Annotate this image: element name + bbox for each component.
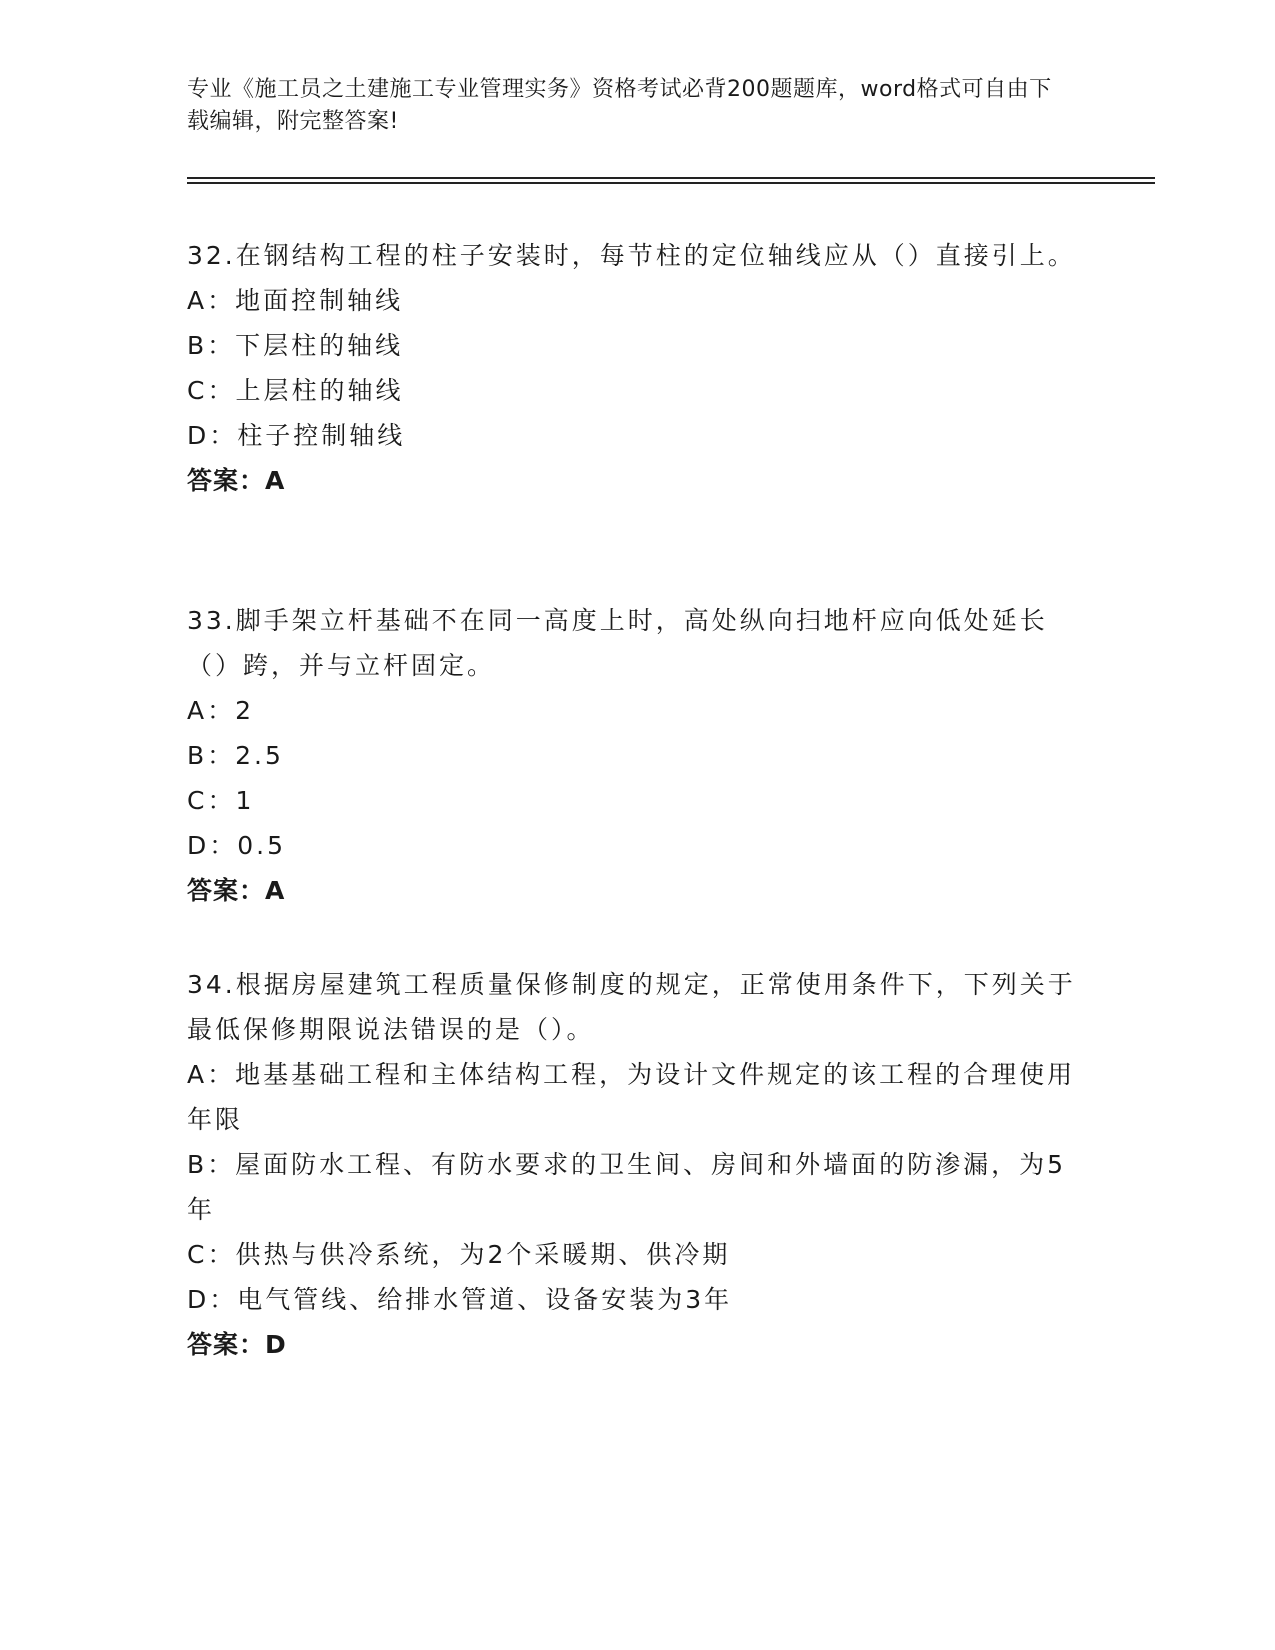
option-b: B：下层柱的轴线	[187, 331, 404, 360]
option-c: C：上层柱的轴线	[187, 376, 404, 405]
answer: 答案：A	[187, 876, 286, 905]
question-34	[187, 962, 1077, 1367]
option-a: A：2	[187, 696, 255, 725]
question-33	[187, 598, 1077, 913]
question-32	[187, 233, 1077, 503]
option-b: B：屋面防水工程、有防水要求的卫生间、房间和外墙面的防渗漏，为5年	[187, 1150, 1067, 1224]
option-c: C：供热与供冷系统，为2个采暖期、供冷期	[187, 1240, 731, 1269]
question-stem: 33.脚手架立杆基础不在同一高度上时，高处纵向扫地杆应向低处延长（）跨，并与立杆固定。	[187, 606, 1048, 680]
answer: 答案：D	[187, 1330, 287, 1359]
option-c: C：1	[187, 786, 255, 815]
option-b: B：2.5	[187, 741, 284, 770]
option-d: D：电气管线、给排水管道、设备安装为3年	[187, 1285, 733, 1314]
option-a: A：地基基础工程和主体结构工程，为设计文件规定的该工程的合理使用年限	[187, 1060, 1076, 1134]
answer: 答案：A	[187, 466, 286, 495]
question-stem: 32.在钢结构工程的柱子安装时，每节柱的定位轴线应从（）直接引上。	[187, 241, 1076, 270]
header-divider-top	[187, 177, 1155, 179]
header-divider-bottom	[187, 182, 1155, 184]
option-d: D：0.5	[187, 831, 287, 860]
document-header: 专业《施工员之土建施工专业管理实务》资格考试必背200题题库，word格式可自由下载编辑，附完整答案!	[187, 77, 1052, 134]
option-d: D：柱子控制轴线	[187, 421, 406, 450]
question-stem: 34.根据房屋建筑工程质量保修制度的规定，正常使用条件下，下列关于最低保修期限说法错误的是（）。	[187, 970, 1076, 1044]
option-a: A：地面控制轴线	[187, 286, 404, 315]
